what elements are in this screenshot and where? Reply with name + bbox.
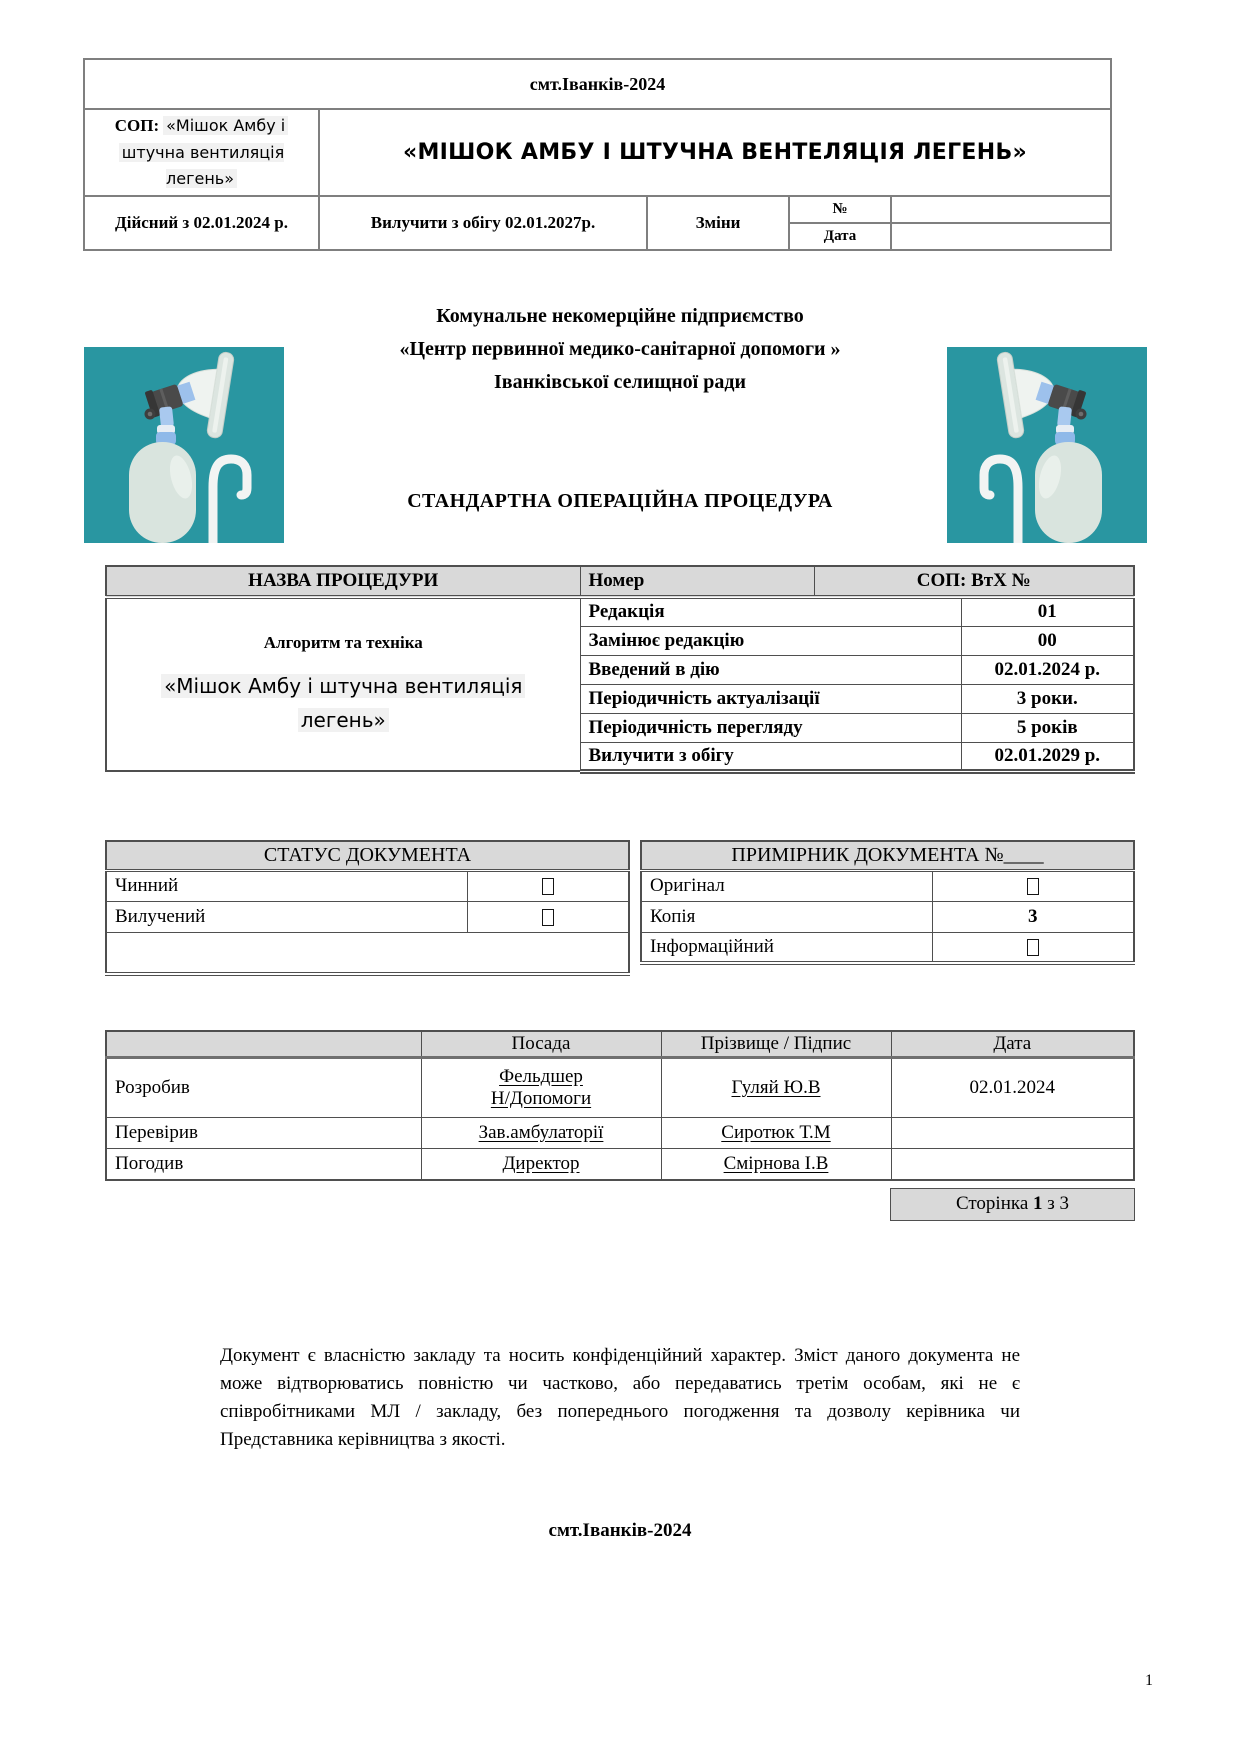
signature-name: Смірнова І.В (723, 1152, 829, 1174)
signature-role: Перевірив (106, 1118, 421, 1149)
signature-corner-empty-cell (106, 1031, 421, 1058)
copy-row-label: Інформаційний (641, 932, 932, 963)
signature-position-line1: Фельдшер (499, 1066, 583, 1087)
status-table-header: СТАТУС ДОКУМЕНТА (106, 841, 629, 870)
procedure-row-value: 00 (961, 626, 1134, 655)
date-column-header: Дата (891, 1031, 1134, 1058)
procedure-row-value: 3 роки. (961, 684, 1134, 713)
organization-name-line3: Іванківської селищної ради (494, 371, 746, 393)
empty-checkbox-icon (542, 909, 554, 926)
copy-table-header: ПРИМІРНИК ДОКУМЕНТА №____ (641, 841, 1134, 870)
signature-name: Гуляй Ю.В (731, 1077, 821, 1098)
procedure-name-line2: «Мішок Амбу і штучна вентиляція (161, 674, 525, 698)
sop-code-header: СОП: ВтХ № (814, 566, 1134, 597)
withdraw-date: Вилучити з обігу 02.01.2027р. (319, 196, 647, 250)
page-number: 1 (1145, 1672, 1153, 1689)
signature-position-line2: Н/Допомоги (490, 1088, 592, 1109)
procedure-table (105, 565, 1135, 774)
header-city-year: смт.Іванків-2024 (84, 59, 1111, 109)
signature-name-cell (661, 1118, 891, 1149)
signature-table (105, 1030, 1135, 1181)
procedure-row-value: 02.01.2024 р. (961, 655, 1134, 684)
changes-label: Зміни (647, 196, 789, 250)
procedure-name-subtitle: Алгоритм та техніка (263, 632, 423, 652)
page-indicator-current: 1 (1033, 1193, 1043, 1214)
copy-row-label: Оригінал (641, 870, 932, 901)
procedure-row-label: Вилучити з обігу (580, 742, 961, 771)
procedure-name-cell (106, 597, 580, 771)
page-indicator-suffix: з 3 (1047, 1193, 1070, 1214)
copy-row-label: Копія (641, 901, 932, 932)
signature-position-cell (421, 1118, 661, 1149)
ambu-bag-image-right (947, 347, 1147, 548)
document-type-title: СТАНДАРТНА ОПЕРАЦІЙНА ПРОЦЕДУРА (407, 490, 833, 512)
copy-count-value: 3 (932, 901, 1134, 932)
ambu-bag-image-left (84, 347, 284, 548)
valid-from-date: Дійсний з 02.01.2024 р. (84, 196, 319, 250)
procedure-row-value: 02.01.2029 р. (961, 742, 1134, 771)
page-indicator-word: Сторінка (955, 1193, 1029, 1214)
sop-name-line1: «Мішок Амбу і (163, 116, 288, 135)
change-date-empty-cell (891, 223, 1111, 250)
status-empty-row (106, 932, 629, 974)
signature-date-cell (891, 1118, 1134, 1149)
empty-checkbox-icon (542, 878, 554, 895)
status-checkbox-cell (467, 870, 629, 901)
status-row-label: Чинний (106, 870, 467, 901)
signature-position-cell (421, 1149, 661, 1180)
page-indicator (890, 1188, 1135, 1221)
name-column-header: Прізвище / Підпис (661, 1031, 891, 1058)
sop-name-line2: штучна вентиляція легень» (119, 143, 285, 189)
procedure-row-label: Періодичність перегляду (580, 713, 961, 742)
organization-name-line2: «Центр первинної медико-санітарної допомоги » (399, 338, 841, 360)
signature-name-cell (661, 1149, 891, 1180)
signature-position-line1: Директор (502, 1152, 580, 1174)
status-row-label: Вилучений (106, 901, 467, 932)
empty-checkbox-icon (1027, 878, 1039, 895)
signature-position-cell (421, 1058, 661, 1118)
signature-position-line1: Зав.амбулаторії (478, 1122, 604, 1143)
change-date-label: Дата (789, 223, 891, 250)
procedure-row-label: Введений в дію (580, 655, 961, 684)
document-header-table (83, 58, 1112, 251)
procedure-row-label: Редакція (580, 597, 961, 626)
signature-date-cell (891, 1149, 1134, 1180)
status-table (105, 840, 630, 976)
footer-city-year: смт.Іванків-2024 (548, 1520, 692, 1541)
signature-name-cell (661, 1058, 891, 1118)
signature-date-cell: 02.01.2024 (891, 1058, 1134, 1118)
ambu-bag-illustration (84, 347, 284, 543)
procedure-row-label: Періодичність актуалізації (580, 684, 961, 713)
document-main-title: «МІШОК АМБУ І ШТУЧНА ВЕНТЕЛЯЦІЯ ЛЕГЕНЬ» (319, 109, 1111, 196)
procedure-name-line3: легень» (298, 708, 389, 732)
header-sop-name-cell (84, 109, 319, 196)
procedure-name-header: НАЗВА ПРОЦЕДУРИ (106, 566, 580, 597)
procedure-row-value: 5 років (961, 713, 1134, 742)
sop-prefix-label: СОП: (114, 116, 160, 135)
procedure-row-value: 01 (961, 597, 1134, 626)
position-column-header: Посада (421, 1031, 661, 1058)
change-number-empty-cell (891, 196, 1111, 223)
number-header: Номер (580, 566, 814, 597)
copy-table (640, 840, 1135, 965)
confidentiality-paragraph: Документ є власністю закладу та носить конфіденційний характер. Зміст даного документа не може відтворюватись повністю чи частково, або передаватись третім особам, які не є співробітниками МЛ / закладу, без попереднього погодження та дозволу керівника чи Представника керівництва з якості. (220, 1345, 1020, 1450)
change-number-label: № (789, 196, 891, 223)
status-checkbox-cell (467, 901, 629, 932)
ambu-bag-illustration-mirrored (947, 347, 1147, 543)
signature-role: Розробив (106, 1058, 421, 1118)
copy-checkbox-cell (932, 870, 1134, 901)
signature-name: Сиротюк Т.М (721, 1122, 831, 1143)
organization-name-line1: Комунальне некомерційне підприємство (436, 305, 804, 327)
signature-role: Погодив (106, 1149, 421, 1180)
copy-checkbox-cell (932, 932, 1134, 963)
empty-checkbox-icon (1027, 939, 1039, 956)
procedure-row-label: Замінює редакцію (580, 626, 961, 655)
